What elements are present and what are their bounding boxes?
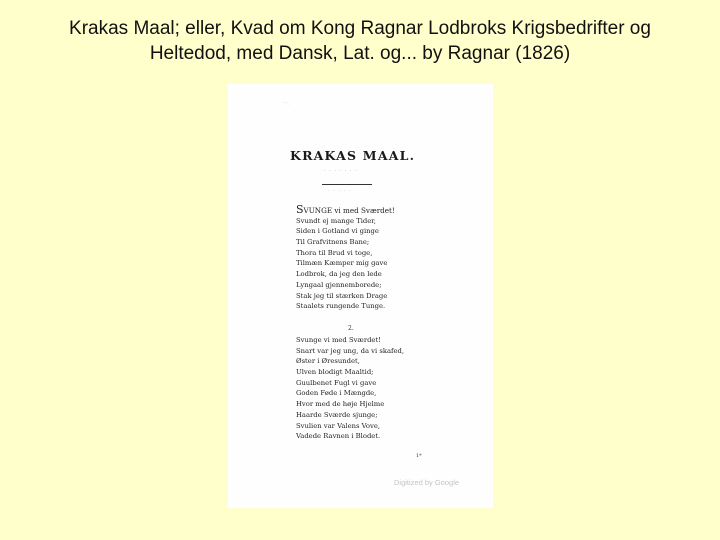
verse-line: Tilmæn Kæmper mig gave: [296, 259, 388, 268]
verse-line: Ulven blodigt Maaltid;: [296, 368, 374, 377]
verse-number: 2.: [348, 325, 354, 332]
verse-line: Stak jeg til stærken Drage: [296, 291, 388, 300]
verse-line: Til Grafvitnens Bane;: [296, 238, 370, 247]
verse-line: Thora til Brud vi toge,: [296, 248, 373, 257]
poem-title: KRAKAS MAAL.: [290, 148, 416, 163]
page-mark: 1*: [416, 453, 422, 459]
verse-line: Guulbenet Fugl vi gave: [296, 378, 377, 387]
slide-title-line-2: Heltedod, med Dansk, Lat. og... by Ragnar (1826): [149, 43, 571, 64]
verse-line: Staalets rungende Tunge.: [296, 302, 386, 311]
corner-mark: ' ' .: [284, 102, 291, 108]
verse-line: Svunge vi med Sværdet!: [296, 336, 381, 344]
verse-line: Goden Føde i Mængde,: [296, 389, 377, 398]
verse-line: Siden i Gotland vi ginge: [296, 227, 379, 236]
verse-line: Lyngaal gjennemborede;: [296, 280, 382, 289]
verse-line: Haarde Sværde sjunge;: [296, 410, 378, 419]
verse-line: Hvor med de høje Hjelme: [296, 400, 385, 409]
verse-2: [296, 335, 404, 442]
verse-line: Øster i Øresundet,: [296, 357, 360, 366]
verse-line: Svundt ej mange Tider,: [296, 216, 376, 225]
verse-line: Vadede Ravnen i Blodet.: [296, 432, 381, 441]
verse-line: [296, 205, 395, 216]
poem-subtitle: · · · · · · ·: [324, 168, 358, 174]
scanned-page: [228, 84, 493, 508]
verse-line: Lodbrok, da jeg den lede: [296, 270, 382, 279]
google-watermark: Digitized by Google: [394, 478, 460, 487]
slide-title: [20, 16, 700, 66]
title-rule: [322, 184, 372, 185]
verse-line: Snart var jeg ung, da vi skafed,: [296, 346, 405, 355]
drop-cap: S: [296, 203, 304, 216]
verse-first-line: VUNGE vi med Sværdet!: [303, 206, 395, 215]
verse-1: [296, 205, 395, 312]
slide-title-line-1: Krakas Maal; eller, Kvad om Kong Ragnar Lodbroks Krigsbedrifter og: [69, 18, 651, 39]
ornament: · · · · ·: [328, 188, 352, 194]
verse-line: Svulien var Valens Vove,: [296, 421, 381, 430]
